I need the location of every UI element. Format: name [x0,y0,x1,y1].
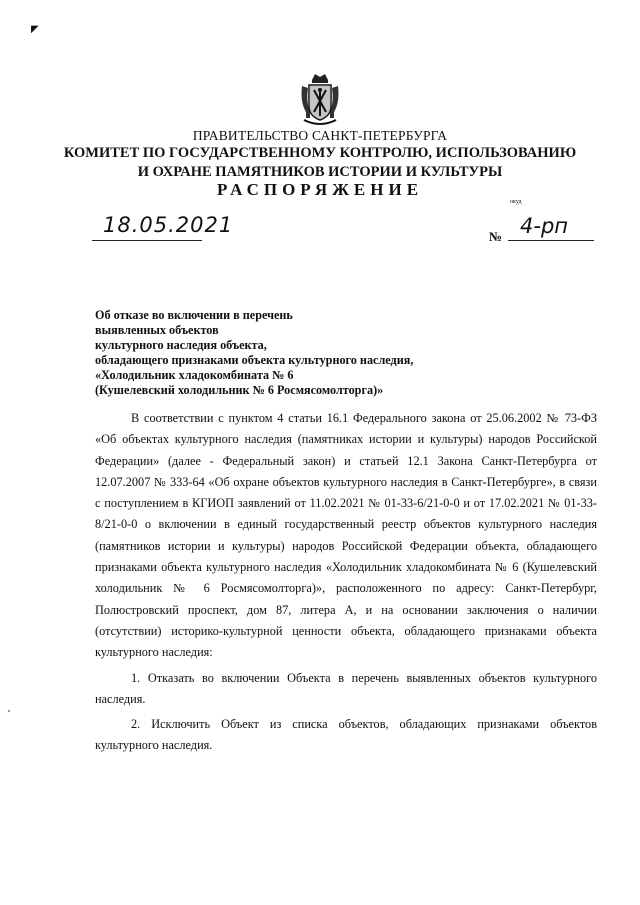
order-item-2: 2. Исключить Объект из списка объектов, обладающих признаками объектов культурного наследия. [95,717,597,753]
coat-of-arms-emblem [298,72,342,128]
committee-name-line1: КОМИТЕТ ПО ГОСУДАРСТВЕННОМУ КОНТРОЛЮ, ИСПОЛЬЗОВАНИЮ [63,145,577,161]
form-code-mark: окуд [510,199,522,205]
subject-line: (Кушелевский холодильник № 6 Росмясомолторга)» [95,383,384,397]
subject-line: культурного наследия объекта, [95,338,267,352]
handwritten-date: 18.05.2021 [103,213,234,237]
scan-dot [8,710,10,712]
scan-mark: ◤ [31,24,39,35]
subject-block [95,308,413,398]
date-underline [92,240,202,241]
preamble-paragraph: В соответствии с пунктом 4 статьи 16.1 Федерального закона от 25.06.2002 № 73-ФЗ «Об объектах культурного наследия (памятниках истории и культуры) народов Российской Федерации» (далее - Федеральный закон) и статьей 12.1 Закона Санкт-Петербурга от 12.07.2007 № 333-64 «Об охране объектов культурного наследия в Санкт-Петербурге», в связи с поступлением в КГИОП заявлений от 11.02.2021 № 01-33-6/21-0-0 и от 17.02.2021 № 01-33-8/21-0-0 о включении в единый государственный реестр объектов культурного наследия (памятников истории и культуры) народов Российской Федерации объекта, обладающего признаками объекта культурного наследия «Холодильник хладокомбината № 6 (Кушелевский холодильник № 6 Росмясомолторга)», расположенного по адресу: Санкт-Петербург, Полюстровский проспект, дом 87, литера А, и на основании заключения о наличии (отсутствии) историко-культурной ценности объекта, обладающего признаками объекта культурного наследия: [95,411,597,660]
number-label: № [489,229,503,244]
order-item-1: 1. Отказать во включении Объекта в перечень выявленных объектов культурного наследия. [95,670,597,706]
subject-line: Об отказе во включении в перечень [95,308,293,322]
document-body [95,408,597,757]
subject-line: обладающего признаками объекта культурного наследия, [95,353,414,367]
subject-line: выявленных объектов [95,323,219,337]
number-underline [508,240,594,241]
government-name: ПРАВИТЕЛЬСТВО САНКТ-ПЕТЕРБУРГА [192,128,448,143]
document-type: РАСПОРЯЖЕНИЕ [216,180,424,199]
handwritten-number: 4-рп [520,214,568,238]
committee-name-line2: И ОХРАНЕ ПАМЯТНИКОВ ИСТОРИИ И КУЛЬТУРЫ [137,164,503,180]
subject-line: «Холодильник хладокомбината № 6 [95,368,294,382]
